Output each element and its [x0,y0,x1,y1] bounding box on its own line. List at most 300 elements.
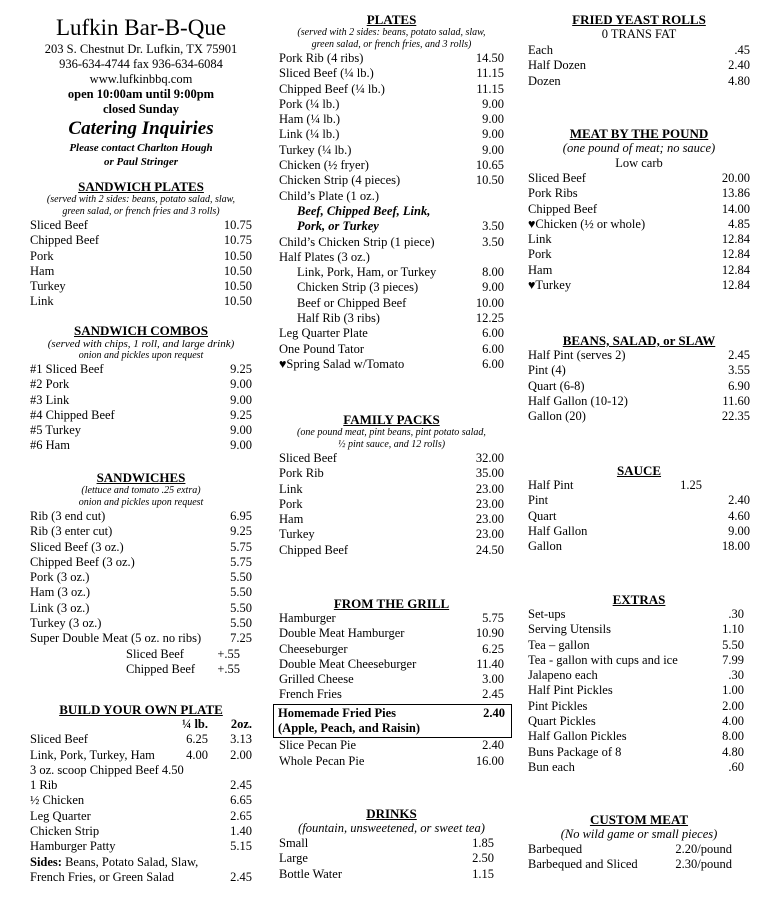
sides-label: Sides: [30,854,62,869]
menu-item [279,466,504,481]
sauce-half-pint: Half Pint [528,478,574,492]
menu-item [279,687,504,702]
childs-plate: Child’s Plate (1 oz.) [279,188,379,203]
chipped-scoop: 3 oz. scoop Chipped Beef 4.50 [30,762,184,777]
section-note: (No wild game or small pieces) [560,827,718,841]
item-price: 2.45 [728,348,750,362]
col-quarter-lb: ¼ lb. [181,717,208,731]
drinks-section [279,806,504,882]
item-price: 6.00 [482,326,504,341]
item-price: 23.00 [475,481,504,496]
item-price: 10.00 [475,295,504,310]
item-price: 11.15 [476,81,504,96]
item-name: Chipped Beef [126,661,196,676]
section-title: FROM THE GRILL [333,596,450,611]
meat-pound-list [528,171,750,293]
section-title: SANDWICH PLATES [78,179,204,194]
item-name: Link [30,294,54,309]
section-note: (one pound meat, pint beans, pint potato salad, [297,427,486,438]
item-name: Leg Quarter Plate [279,326,368,341]
menu-item [528,409,750,424]
item-price: 10.50 [223,294,252,309]
item-price: 5.75 [230,554,252,569]
item-name: ½ Chicken [30,793,85,808]
item-name: French Fries [279,687,342,702]
item-price: 23.00 [475,512,504,527]
menu-item [528,699,744,714]
menu-item [297,280,504,295]
restaurant-header [30,14,252,169]
menu-item [30,732,252,747]
family-packs-section [279,412,504,558]
phone: 936-634-4744 fax 936-634-6084 [59,57,223,71]
menu-item [279,497,504,512]
menu-item [30,249,252,264]
item-name: Tea - gallon with cups and ice [528,652,678,667]
item-price: 5.50 [230,570,252,585]
item-price: 2.20/pound [675,842,732,856]
item-name: Barbequed and Sliced [528,857,638,872]
family-packs-list [279,451,504,558]
section-note: (served with 2 sides: beans, potato salad, slaw, [297,27,486,38]
item-price: 9.00 [230,438,252,453]
item-price: 4.85 [728,216,750,231]
item-price: 9.00 [482,127,504,142]
menu-item [528,171,750,186]
item-price: 12.84 [721,232,750,247]
sandwich-plates-section [30,179,252,310]
section-title: MEAT BY THE POUND [569,126,709,141]
menu-item [528,539,750,554]
menu-item [30,393,252,408]
menu-item [528,74,750,89]
menu-item [30,778,252,793]
item-price: 9.00 [482,112,504,127]
item-price: 4.00 [722,714,744,729]
item-price: 5.50 [230,616,252,631]
menu-item [279,143,504,158]
item-name: Sliced Beef [30,732,88,747]
item-price: 2.00 [722,698,744,713]
item-name: ♥Spring Salad w/Tomato [279,356,405,371]
menu-item [279,527,504,542]
item-price: 1.10 [722,622,744,637]
section-title: FAMILY PACKS [343,412,440,427]
item-price: 2.50 [472,851,494,866]
item-name: 1 Rib [30,778,58,793]
build-plate-columns [30,717,252,732]
menu-item [30,809,252,824]
build-plate-items [30,778,252,854]
closed-day: closed Sunday [102,102,180,116]
menu-item [528,857,732,872]
sauce-half-pint-price: 1.25 [680,478,702,492]
item-price: 6.65 [230,793,252,808]
item-name: Pork Rib (4 ribs) [279,51,364,65]
sauce-half-pint-row [528,478,750,493]
item-name: Half Pint (serves 2) [528,348,626,362]
childs-row [279,219,504,234]
item-price: 10.50 [475,173,504,188]
item-price: 13.86 [721,186,750,201]
item-name: Double Meat Hamburger [279,626,405,641]
menu-item [279,51,504,66]
menu-item [30,423,252,438]
item-name: Ham [279,512,304,527]
website[interactable]: www.lufkinbbq.com [89,72,193,86]
menu-item [297,265,504,280]
price-quarter-lb: 6.25 [186,732,208,747]
item-name: One Pound Tator [279,341,364,356]
item-name: Pork Rib [279,466,324,481]
item-price: 9.25 [230,407,252,422]
item-name: Quart [528,508,557,523]
menu-item [528,247,750,262]
menu-item [528,348,750,363]
menu-item [279,754,504,769]
item-price: 9.00 [230,377,252,392]
item-price: 9.00 [482,142,504,157]
item-price: 3.55 [728,363,750,378]
item-name: Ham [30,263,55,278]
item-price: 10.50 [223,248,252,263]
item-name: Bottle Water [279,866,342,881]
section-note: onion and pickles upon request [78,350,204,361]
fried-pies-price: 2.40 [483,705,505,720]
item-name: Link (3 oz.) [30,600,90,615]
catering-title: Catering Inquiries [68,118,214,139]
col-2oz: 2oz. [230,717,252,731]
menu-item [279,867,494,882]
menu-item [528,653,744,668]
fried-pies-flavors: (Apple, Peach, and Raisin) [278,721,421,736]
item-name: Pork (3 oz.) [30,570,90,585]
menu-item [279,173,504,188]
menu-item [528,232,750,247]
childs-strip: Child’s Chicken Strip (1 piece) [279,234,435,249]
section-title: SANDWICH COMBOS [74,323,208,338]
grill-list [279,611,504,703]
item-price: 6.25 [482,641,504,656]
menu-item [528,842,732,857]
menu-item [279,626,504,641]
item-name: Dozen [528,73,561,88]
catering-contact-2: or Paul Stringer [104,156,178,168]
item-price: .30 [728,668,744,683]
item-price: 1.40 [230,824,252,839]
menu-item [279,657,504,672]
section-note: ½ pint sauce, and 12 rolls) [337,439,446,450]
menu-item [528,683,744,698]
menu-item [528,622,744,637]
half-plates-list [279,265,504,326]
section-note: green salad, or french fries, and 3 rolls) [311,39,472,50]
item-name: Quart Pickles [528,714,596,729]
section-title: DRINKS [366,806,417,821]
plates-after-list [279,326,504,372]
section-subtitle: Low carb [615,156,663,170]
fried-pies-box [273,704,512,739]
item-price: 9.00 [482,96,504,111]
menu-item [279,342,504,357]
section-title: FRIED YEAST ROLLS [572,12,706,27]
half-plates: Half Plates (3 oz.) [279,249,370,264]
menu-item [279,738,504,753]
menu-item [30,824,252,839]
menu-item [30,264,252,279]
sandwiches-list [30,509,252,647]
item-price: 1.85 [472,836,494,850]
item-name: Rib (3 end cut) [30,509,106,523]
menu-item [297,311,504,326]
item-price: 2.45 [482,687,504,702]
item-name: Ham (¼ lb.) [279,112,341,127]
item-price: 9.25 [230,362,252,376]
menu-item [30,294,252,309]
sides-text-2: French Fries, or Green Salad [30,869,175,884]
item-name: Half Gallon (10-12) [528,393,628,408]
menu-item [528,745,744,760]
item-name: Pork [30,248,54,263]
item-price: .30 [728,607,744,621]
item-name: Ham (3 oz.) [30,585,91,600]
sides-price: 2.45 [230,869,252,884]
item-price: 2.40 [728,58,750,73]
menu-item [528,263,750,278]
item-price: 5.15 [230,839,252,854]
item-price: 10.65 [475,158,504,173]
menu-item [279,543,504,558]
item-name: Quart (6-8) [528,378,585,393]
menu-item [279,672,504,687]
item-name: Turkey [30,279,66,294]
sauce-list [528,493,750,554]
item-price: 8.00 [482,265,504,280]
item-name: Half Dozen [528,58,586,73]
menu-item [30,438,252,453]
item-name: Chicken Strip (4 pieces) [279,173,401,188]
item-name: Sliced Beef (3 oz.) [30,539,124,554]
item-price: 7.25 [230,631,252,646]
item-price: 32.00 [475,451,504,465]
item-name: Link [279,481,303,496]
item-name: Serving Utensils [528,622,611,637]
item-name: Large [279,851,308,866]
item-price: 35.00 [475,466,504,481]
item-name: Bun each [528,759,575,774]
menu-item [279,851,494,866]
section-note: (fountain, unsweetened, or sweet tea) [298,821,485,835]
item-name: Pork (¼ lb.) [279,96,340,111]
item-price: 5.50 [722,637,744,652]
item-name: Chipped Beef (3 oz.) [30,554,135,569]
menu-item [279,642,504,657]
item-price: 9.00 [482,280,504,295]
item-price: 9.00 [728,523,750,538]
item-name: Double Meat Cheeseburger [279,656,417,671]
menu-item [279,451,504,466]
beans-list [528,348,750,424]
item-price: 10.90 [475,626,504,641]
menu-item [30,616,252,631]
item-price: 10.50 [223,279,252,294]
item-name: Leg Quarter [30,808,91,823]
childs-strip-price: 3.50 [482,234,504,249]
menu-item [30,748,252,763]
price-quarter-lb: 4.00 [186,747,208,762]
sauce-section [528,463,750,554]
price-2oz: 2.00 [230,747,252,762]
menu-item [528,714,744,729]
item-name: Link (¼ lb.) [279,127,340,142]
menu-item [30,585,252,600]
item-name: Jalapeno each [528,668,598,683]
item-name: Link [528,232,552,247]
item-name: Half Gallon [528,523,588,538]
menu-item [30,279,252,294]
item-price: 6.95 [230,509,252,523]
item-name: Gallon (20) [528,409,586,424]
item-price: 12.84 [721,262,750,277]
item-price: 1.00 [722,683,744,698]
item-price: 8.00 [722,729,744,744]
item-name: #3 Link [30,392,70,407]
item-price: 16.00 [475,753,504,768]
item-price: 4.80 [728,73,750,88]
menu-item [30,631,252,646]
menu-item [30,793,252,808]
item-price: +.55 [217,661,240,676]
section-title: BUILD YOUR OWN PLATE [59,702,223,717]
item-name: ♥Chicken (½ or whole) [528,216,646,231]
menu-item [279,326,504,341]
item-name: Slice Pecan Pie [279,738,357,753]
section-note: green salad, or french fries and 3 rolls) [62,206,220,217]
item-name: Sliced Beef [30,218,88,232]
menu-item [279,482,504,497]
item-price: 5.75 [230,539,252,554]
build-plate-section [30,702,252,885]
item-name: Each [528,43,553,57]
menu-item [528,509,750,524]
item-name: Beef or Chipped Beef [297,295,407,310]
pecan-list [279,738,504,769]
menu-item [279,127,504,142]
item-price: 24.50 [475,542,504,557]
rolls-list [528,43,750,89]
section-title: BEANS, SALAD, or SLAW [562,333,716,348]
childs-strip-row [279,235,504,250]
menu-item [30,524,252,539]
item-price: 10.75 [223,233,252,248]
section-title: SANDWICHES [96,470,186,485]
item-price: 11.60 [722,393,750,408]
item-name: Super Double Meat (5 oz. no ribs) [30,631,202,646]
section-title: SAUCE [616,463,662,478]
item-name: Half Pint Pickles [528,683,613,698]
menu-item [279,112,504,127]
item-name: Half Gallon Pickles [528,729,627,744]
childs-price: 3.50 [482,219,504,234]
item-name: Sliced Beef [279,451,337,465]
section-note: (lettuce and tomato .25 extra) [81,485,201,496]
item-name: Chipped Beef [30,233,100,248]
item-price: 2.65 [230,808,252,823]
section-title: EXTRAS [612,592,666,607]
item-price: 4.80 [722,744,744,759]
menu-item [279,512,504,527]
menu-item [528,379,750,394]
custom-meat-section [528,812,750,873]
item-name: Chipped Beef [279,542,349,557]
menu-item [279,158,504,173]
item-name: Sliced Beef [126,646,184,661]
menu-item [528,729,744,744]
item-price: 10.50 [223,263,252,278]
hours: open 10:00am until 9:00pm [67,87,215,101]
sandwich-combos-list [30,362,252,454]
item-name: Pork Ribs [528,186,578,201]
address: 203 S. Chestnut Dr. Lufkin, TX 75901 [44,42,238,56]
build-plate-rows [30,732,252,763]
menu-item [279,836,494,851]
menu-item [528,278,750,293]
item-name: Barbequed [528,842,583,856]
menu-item [30,377,252,392]
item-name: Turkey (3 oz.) [30,616,102,631]
item-name: Pint Pickles [528,698,588,713]
item-name: Grilled Cheese [279,672,354,687]
item-price: 2.40 [728,493,750,508]
item-price: 14.50 [475,51,504,65]
item-price: 2.30/pound [675,857,732,872]
grill-section [279,596,504,769]
item-price: 6.00 [482,356,504,371]
item-price: 20.00 [721,171,750,185]
item-name: Cheeseburger [279,641,348,656]
menu-item [279,611,504,626]
extras-list [528,607,750,775]
restaurant-name: Lufkin Bar-B-Que [55,15,227,40]
item-name: Hamburger [279,611,336,625]
item-name: Chicken Strip (3 pieces) [297,280,419,295]
item-price: 10.75 [223,218,252,232]
menu-item [126,662,240,677]
section-title: CUSTOM MEAT [589,812,689,827]
item-name: Chipped Beef (¼ lb.) [279,81,385,96]
section-subtitle: 0 TRANS FAT [601,27,677,41]
section-note: onion and pickles upon request [78,497,204,508]
item-name: Set-ups [528,607,566,621]
section-title: PLATES [366,12,417,27]
menu-item [528,186,750,201]
item-price: 4.60 [728,508,750,523]
sandwich-combos-section [30,323,252,454]
menu-item [528,217,750,232]
item-price: +.55 [217,646,240,661]
fried-pies-row [278,706,507,721]
item-price: 12.84 [721,278,750,293]
menu-item [279,357,504,372]
sides-line [30,855,252,870]
item-price: 5.50 [230,600,252,615]
item-price: 1.15 [472,866,494,881]
item-price: 11.15 [476,66,504,81]
menu-item [528,202,750,217]
menu-item [528,638,744,653]
item-price: 18.00 [721,539,750,554]
childs-options: Beef, Chipped Beef, Link, [297,203,431,218]
